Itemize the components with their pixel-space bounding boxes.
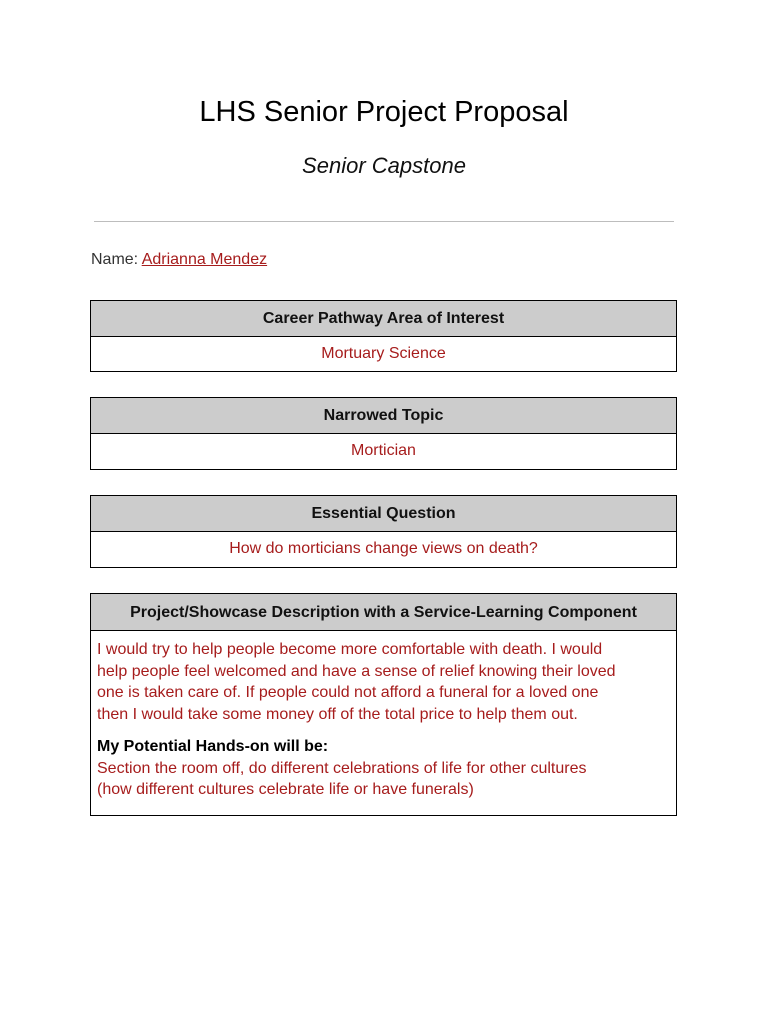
essential-question-value[interactable]: How do morticians change views on death? (229, 540, 538, 557)
career-pathway-value[interactable]: Mortuary Science (321, 345, 446, 362)
project-description-table (90, 593, 677, 816)
project-description-body[interactable] (91, 631, 676, 801)
hands-on-label: My Potential Hands-on will be: (97, 738, 329, 755)
hands-on-line: (how different cultures celebrate life or have funerals) (97, 781, 474, 798)
student-name-link[interactable]: Adrianna Mendez (141, 251, 268, 268)
narrowed-topic-value[interactable]: Mortician (351, 442, 416, 459)
name-label: Name: (91, 251, 142, 268)
hands-on-line: Section the room off, do different celebrations of life for other cultures (97, 759, 587, 777)
description-line: one is taken care of. If people could not afford a funeral for a loved one (97, 684, 599, 701)
page-subtitle: Senior Capstone (302, 153, 466, 178)
career-pathway-table (90, 300, 677, 372)
description-line: I would try to help people become more comfortable with death. I would (97, 641, 603, 658)
career-pathway-header: Career Pathway Area of Interest (91, 301, 676, 337)
essential-question-header: Essential Question (91, 496, 676, 532)
horizontal-divider (94, 221, 674, 222)
narrowed-topic-header: Narrowed Topic (91, 398, 676, 434)
description-line: then I would take some money off of the total price to help them out. (97, 705, 578, 723)
narrowed-topic-table (90, 397, 677, 470)
name-line (91, 249, 267, 271)
project-description-header: Project/Showcase Description with a Service-Learning Component (91, 594, 676, 631)
essential-question-table (90, 495, 677, 568)
page-title: LHS Senior Project Proposal (199, 96, 569, 128)
description-line: help people feel welcomed and have a sense of relief knowing their loved (97, 662, 616, 680)
